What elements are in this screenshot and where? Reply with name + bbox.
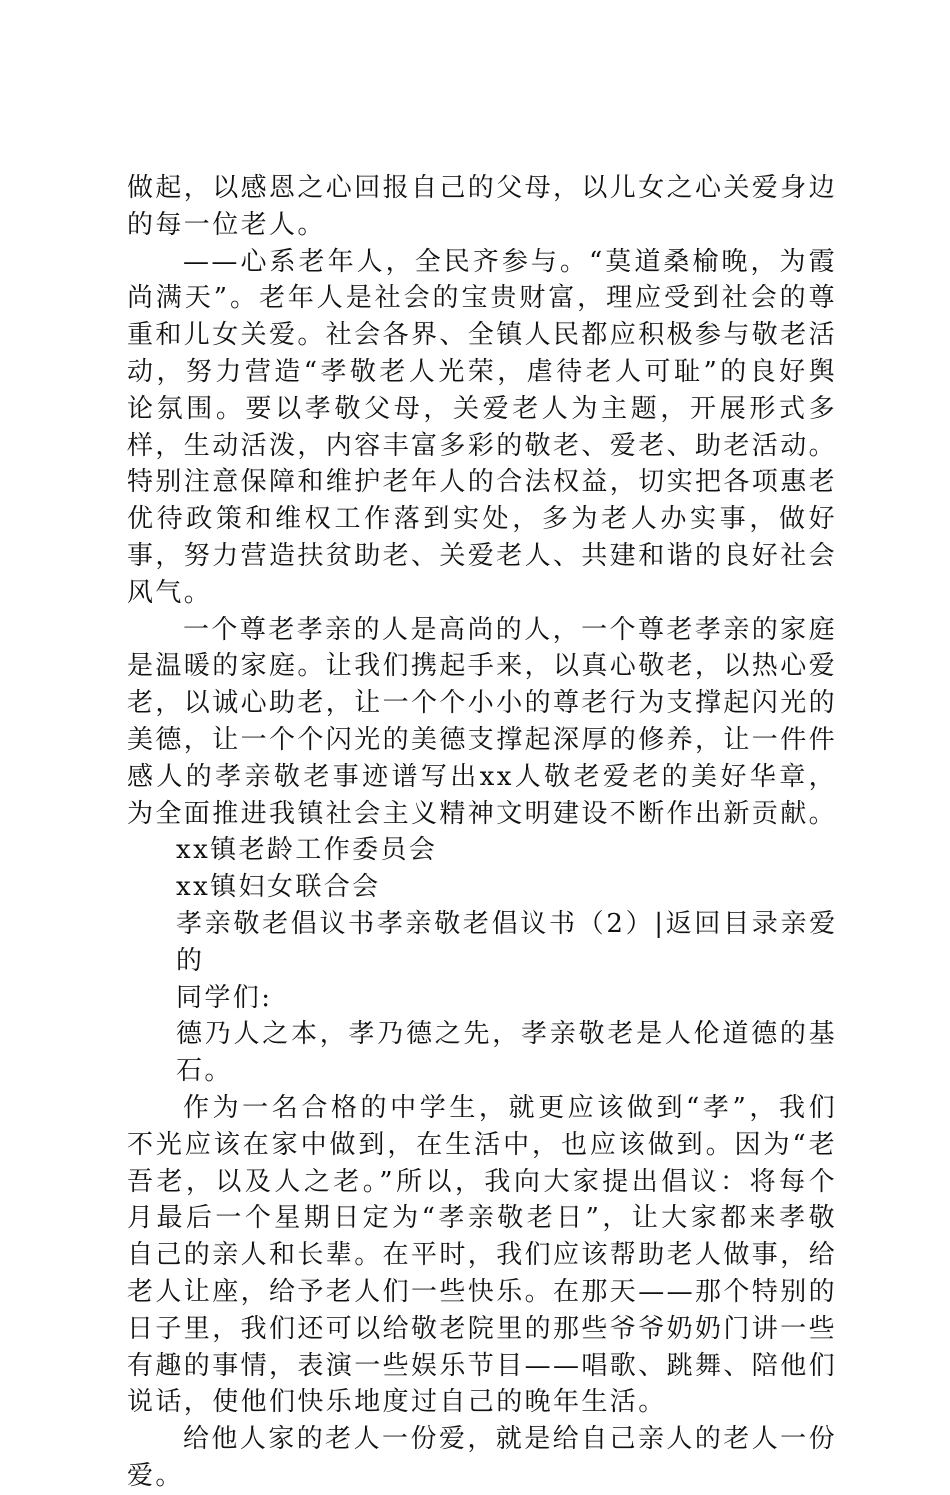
- document-body: [127, 170, 837, 1495]
- paragraph-closing: 给他人家的老人一份爱，就是给自己亲人的老人一份爱。: [127, 1424, 837, 1491]
- section-heading-link: 孝亲敬老倡议书孝亲敬老倡议书（2）|返回目录亲爱的: [176, 908, 837, 976]
- paragraph-virtue: 德乃人之本，孝乃德之先，孝亲敬老是人伦道德的基石。: [176, 1019, 837, 1087]
- paragraph-continuation: 做起，以感恩之心回报自己的父母，以儿女之心关爱身边的每一位老人。: [127, 173, 838, 240]
- paragraph-call-to-action: 一个尊老孝亲的人是高尚的人，一个尊老孝亲的家庭是温暖的家庭。让我们携起手来，以真心敬老，以热心爱老，以诚心助老，让一个个小小的尊老行为支撑起闪光的美德，让一个个闪光的美德支撑起深厚的修养，让一件件感人的孝亲敬老事迹谱写出xx人敬老爱老的美好华章，为全面推进我镇社会主义精神文明建设不断作出新贡献。: [127, 614, 838, 829]
- paragraph-respect-elderly: ——心系老年人，全民齐参与。“莫道桑榆晚，为霞尚满天”。老年人是社会的宝贵财富，理应受到社会的尊重和儿女关爱。社会各界、全镇人民都应积极参与敬老活动，努力营造“孝敬老人光荣，虐待老人可耻”的良好舆论氛围。要以孝敬父母，关爱老人为主题，开展形式多样，生动活泼，内容丰富多彩的敬老、爱老、助老活动。特别注意保障和维护老年人的合法权益，切实把各项惠老优待政策和维权工作落到实处，多为老人办实事，做好事，努力营造扶贫助老、关爱老人、共建和谐的良好社会风气。: [127, 246, 838, 608]
- salutation: 同学们:: [176, 982, 273, 1013]
- paragraph-proposal: 作为一名合格的中学生，就更应该做到“孝”，我们不光应该在家中做到，在生活中，也应该做到。因为“老吾老，以及人之老。”所以，我向大家提出倡议：将每个月最后一个星期日定为“孝亲敬老日”，让大家都来孝敬自己的亲人和长辈。在平时，我们应该帮助老人做事，给老人让座，给予老人们一些快乐。在那天——那个特别的日子里，我们还可以给敬老院里的那些爷爷奶奶门讲一些有趣的事情，表演一些娱乐节目——唱歌、跳舞、陪他们说话，使他们快乐地度过自己的晚年生活。: [127, 1092, 838, 1418]
- signature-committee: xx镇老龄工作委员会: [176, 835, 438, 866]
- signature-womens-federation: xx镇妇女联合会: [176, 872, 381, 903]
